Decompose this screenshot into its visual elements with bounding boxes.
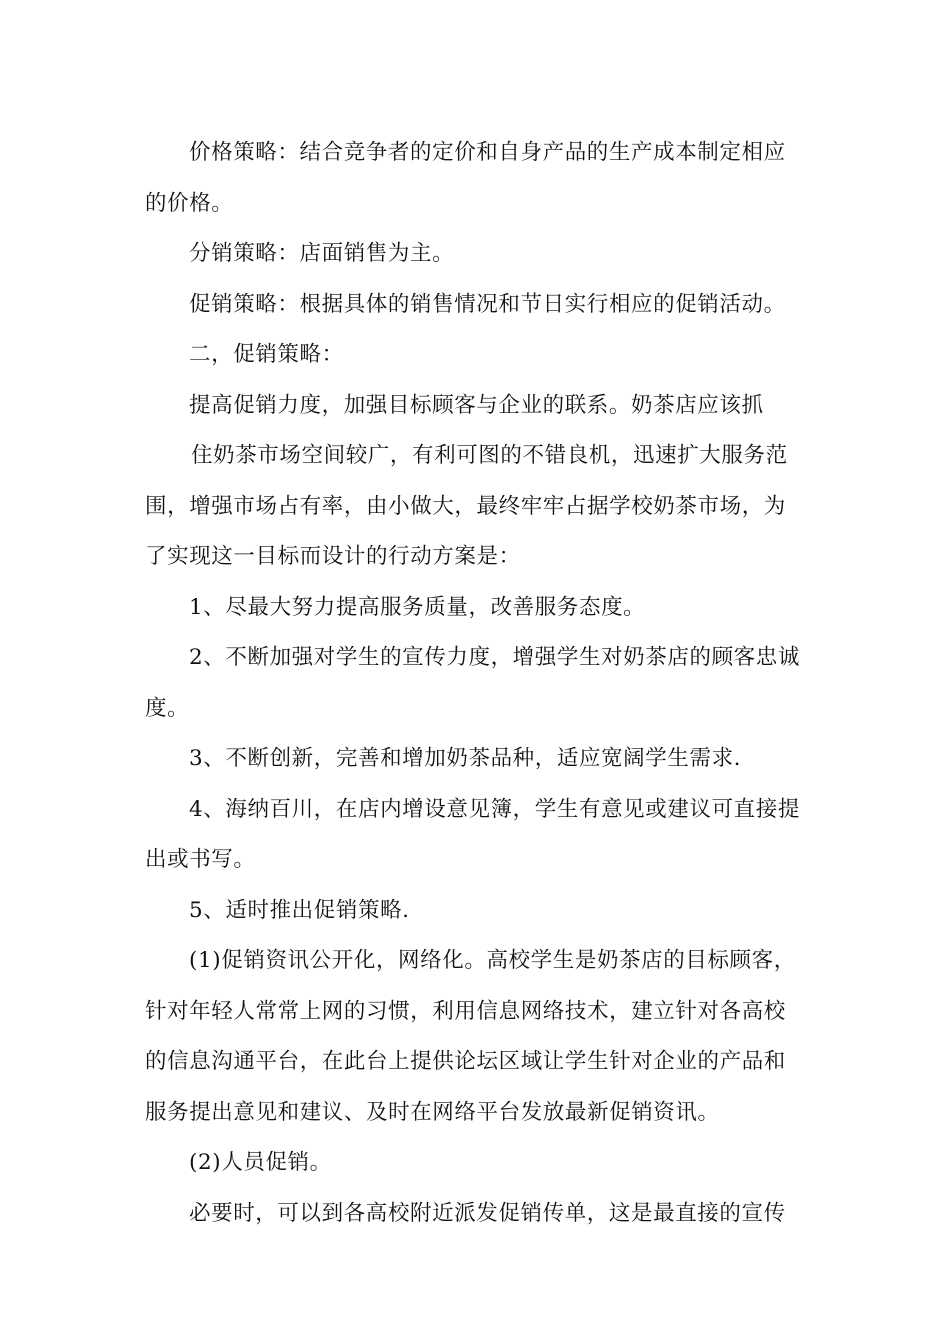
paragraph-distribution-strategy: 分销策略：店面销售为主。 xyxy=(189,241,455,266)
paragraph-price-strategy-line-2: 的价格。 xyxy=(145,190,234,216)
list-item-4-line-2: 出或书写。 xyxy=(145,847,256,872)
list-item-2-line-1: 2、不断加强对学生的宣传力度，增强学生对奶茶店的顾客忠诚 xyxy=(189,645,800,670)
list-item-5: 5、适时推出促销策略. xyxy=(189,897,410,923)
paragraph-personnel-promotion: 必要时，可以到各高校附近派发促销传单，这是最直接的宣传 xyxy=(189,1200,786,1226)
list-item-2-line-2: 度。 xyxy=(145,695,190,721)
paragraph-promotion-strategy: 促销策略：根据具体的销售情况和节日实行相应的促销活动。 xyxy=(189,291,786,317)
sub-item-1-line-1: (1)促销资讯公开化，网络化。高校学生是奶茶店的目标顾客， xyxy=(189,948,796,973)
sub-item-2: (2)人员促销。 xyxy=(189,1150,332,1175)
section-heading-promotion: 二，促销策略： xyxy=(189,342,344,367)
paragraph-promotion-intro-line-3: 围，增强市场占有率，由小做大，最终牢牢占据学校奶茶市场，为 xyxy=(145,493,786,519)
sub-item-1-line-3: 的信息沟通平台，在此台上提供论坛区域让学生针对企业的产品和 xyxy=(145,1049,786,1074)
document-text xyxy=(145,128,810,1239)
list-item-1: 1、尽最大努力提高服务质量，改善服务态度。 xyxy=(189,594,646,620)
paragraph-promotion-intro-line-1: 提高促销力度，加强目标顾客与企业的联系。奶茶店应该抓 xyxy=(189,392,764,418)
list-item-4-line-1: 4、海纳百川，在店内增设意见簿，学生有意见或建议可直接提 xyxy=(189,796,800,822)
paragraph-promotion-intro-line-4: 了实现这一目标而设计的行动方案是： xyxy=(145,544,521,569)
sub-item-1-line-4: 服务提出意见和建议、及时在网络平台发放最新促销资讯。 xyxy=(145,1099,720,1125)
sub-item-1-line-2: 针对年轻人常常上网的习惯，利用信息网络技术，建立针对各高校 xyxy=(145,998,786,1024)
paragraph-promotion-intro-line-2: 住奶茶市场空间较广，有利可图的不错良机，迅速扩大服务范 xyxy=(191,443,788,468)
paragraph-price-strategy-line-1: 价格策略：结合竞争者的定价和自身产品的生产成本制定相应 xyxy=(189,140,786,165)
list-item-3: 3、不断创新，完善和增加奶茶品种，适应宽阔学生需求. xyxy=(189,746,742,771)
